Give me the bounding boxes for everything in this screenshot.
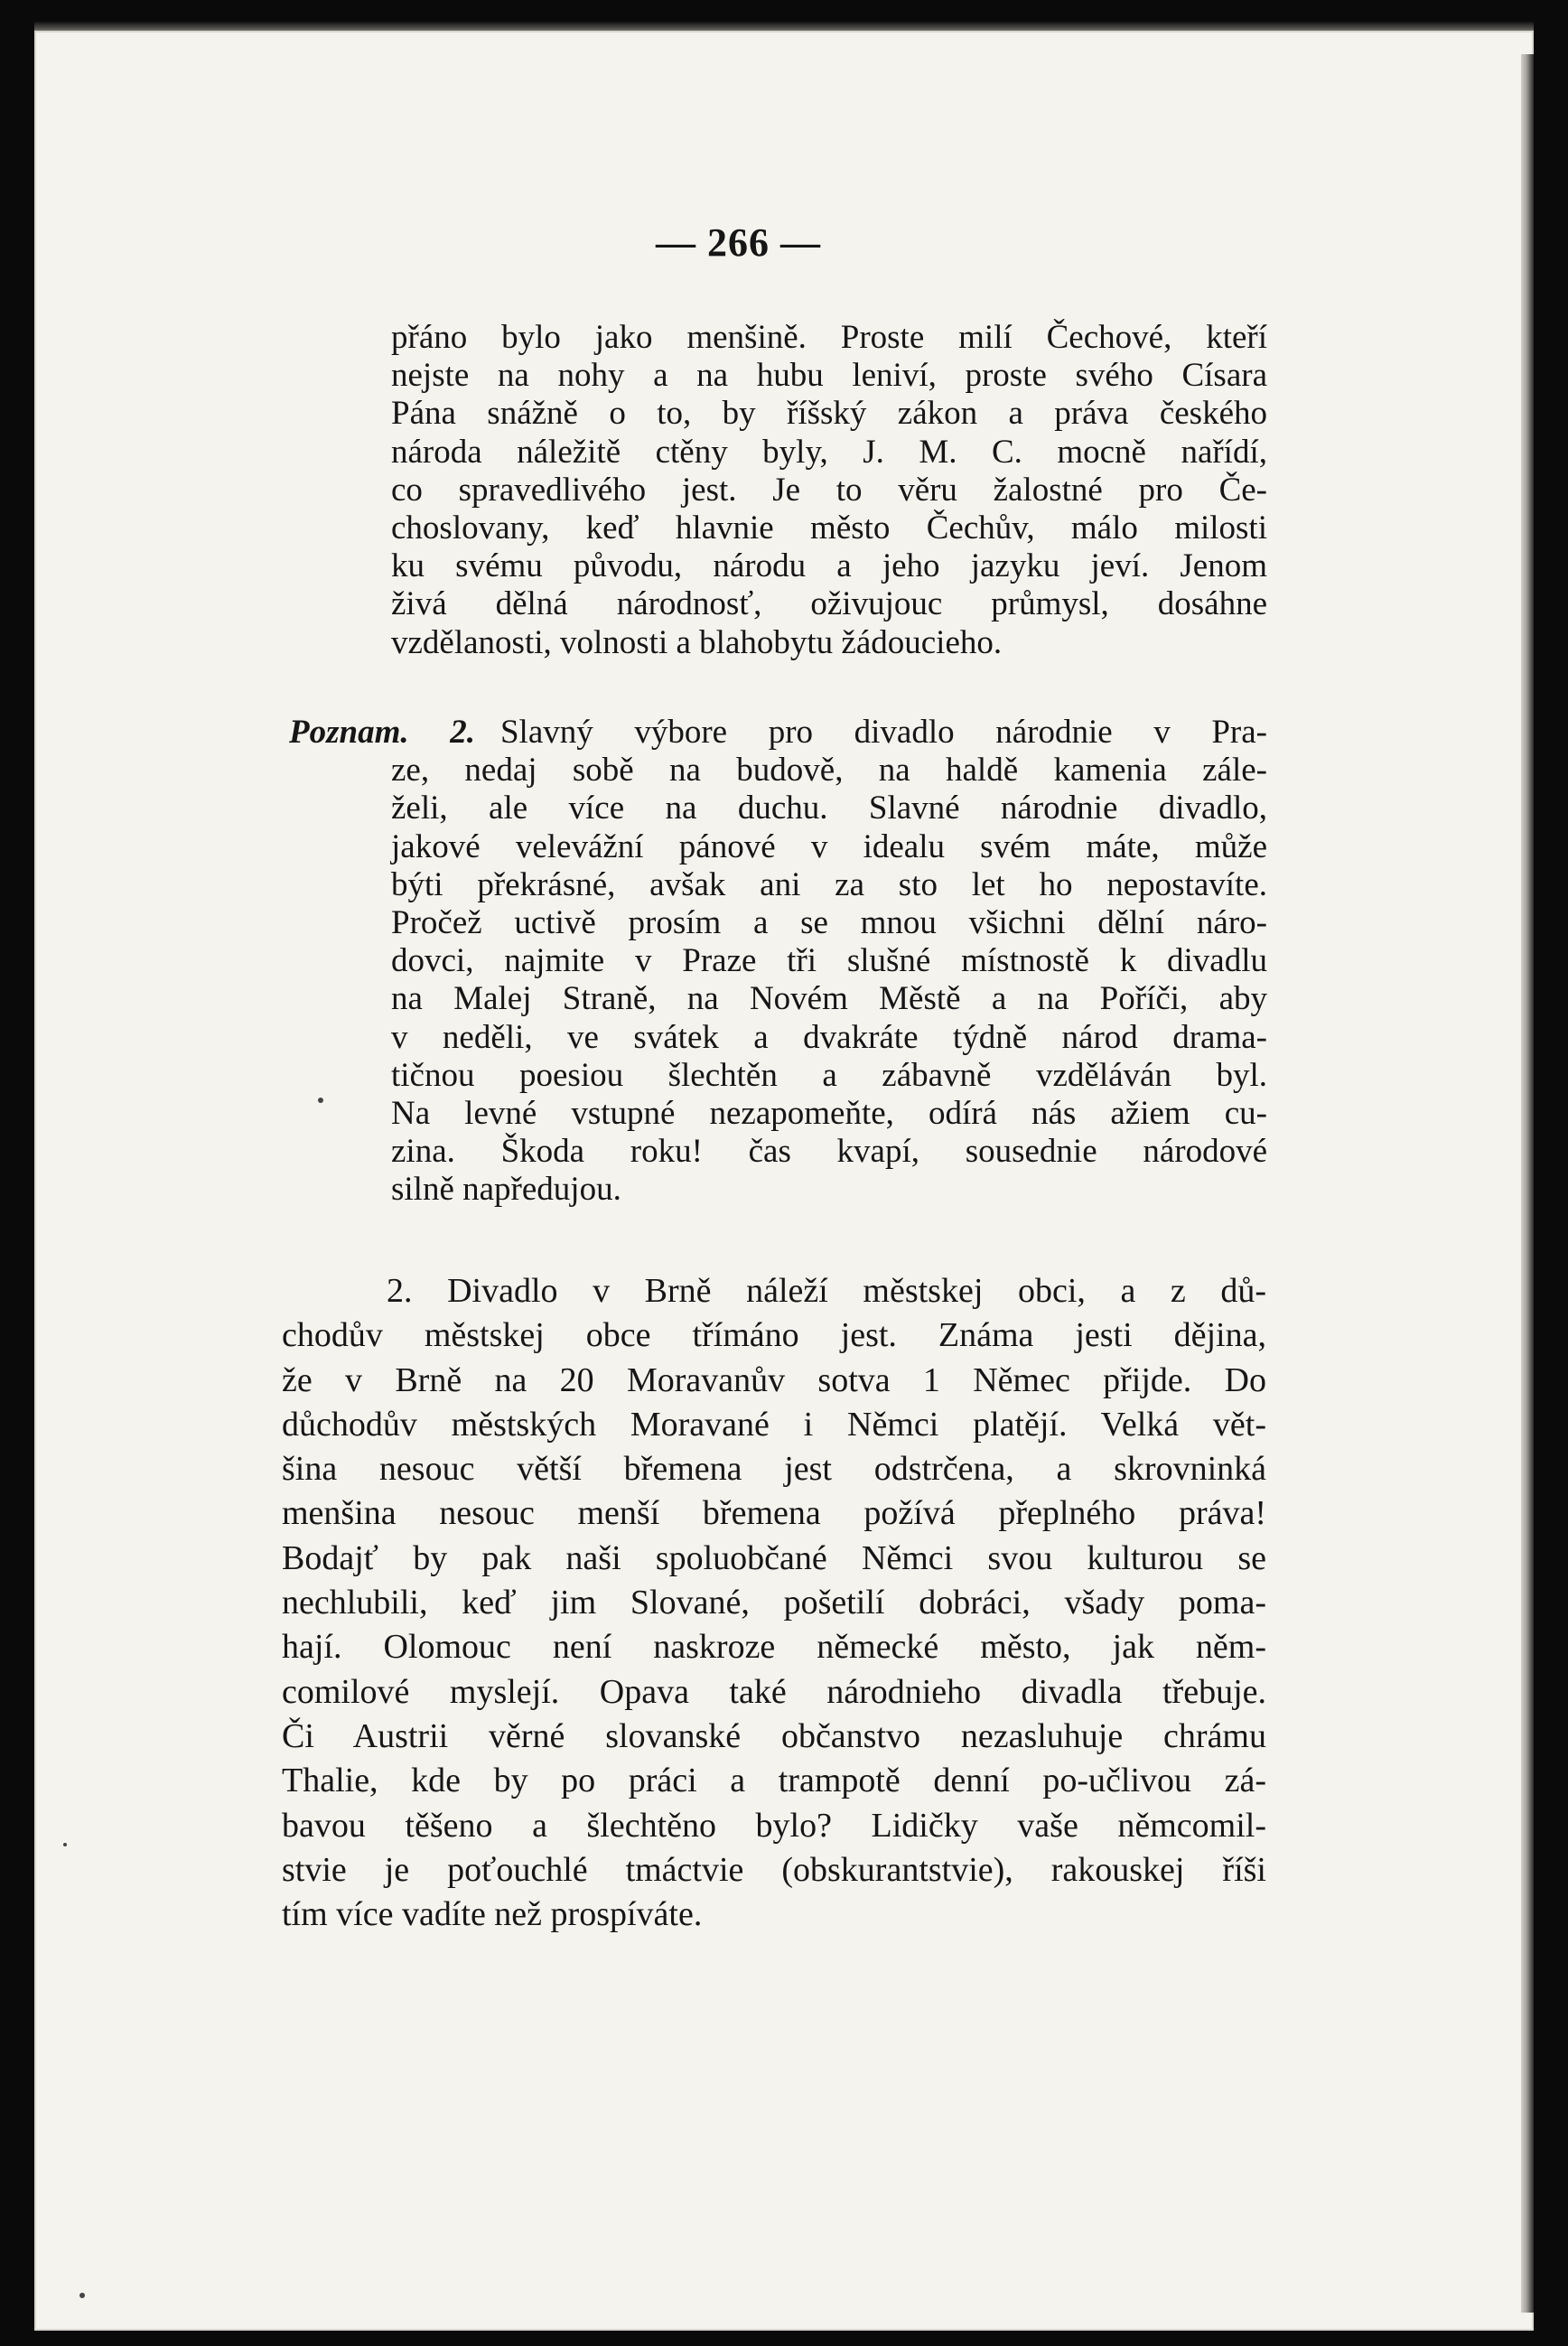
- text-line: že v Brně na 20 Moravanův sotva 1 Němec přijde. Do: [282, 1360, 1266, 1399]
- text-line: Thalie, kde by po práci a trampotě denní po-učlivou zá-: [282, 1762, 1266, 1800]
- text-line: dovci, najmite v Praze tři slušné místnostě k divadlu: [391, 942, 1267, 980]
- text-line: menšina nesouc menší břemena požívá přeplného práva!: [282, 1494, 1266, 1533]
- text-line: v neděli, ve svátek a dvakráte týdně národ drama-: [391, 1018, 1267, 1056]
- text-line: Pročež uctivě prosím a se mnou všichni dělní náro-: [391, 903, 1267, 941]
- text-line: nejste na nohy a na hubu leniví, proste svého Císara: [391, 357, 1267, 395]
- text-line: tičnou poesiou šlechtěn a zábavně vzděláván byl.: [391, 1056, 1267, 1094]
- text-line: Bodajť by pak naši spoluobčané Němci svou kulturou se: [282, 1538, 1266, 1577]
- text-line: silně napředujou.: [391, 1171, 621, 1209]
- text-line: želi, ale více na duchu. Slavné národnie divadlo,: [391, 790, 1267, 827]
- text-line: vzdělanosti, volnosti a blahobytu žádoucieho.: [391, 623, 1003, 661]
- text-line: jakové velevážní pánové v idealu svém máte, může: [391, 827, 1267, 865]
- text-line: Na levné vstupné nezapomeňte, odírá nás ažiem cu-: [391, 1094, 1267, 1132]
- text-line: 2. Divadlo v Brně náleží městskej obci, a z dů-: [387, 1272, 1266, 1310]
- paragraph-1: [391, 319, 1267, 662]
- scan-right-edge: [1521, 54, 1534, 2313]
- text-line: bavou těšeno a šlechtěno bylo? Lidičky vaše němcomil-: [282, 1806, 1266, 1845]
- text-line: co spravedlivého jest. Je to věru žalostné pro Če-: [391, 471, 1267, 509]
- note-label: Poznam. 2.: [289, 714, 475, 751]
- paragraph-3: [282, 1269, 1266, 1937]
- text-line: Pána snážně o to, by říšský zákon a práva českého: [391, 395, 1267, 433]
- text-line: zina. Škoda roku! čas kvapí, sousednie národové: [391, 1133, 1267, 1171]
- text-line: chodův městskej obce třímáno jest. Známa jesti dějina,: [282, 1316, 1266, 1355]
- text-line: Či Austrii věrné slovanské občanstvo nezasluhuje chrámu: [282, 1716, 1266, 1755]
- text-line: choslovany, keď hlavnie město Čechův, málo milosti: [391, 509, 1267, 547]
- text-line: tím více vadíte než prospíváte.: [282, 1895, 703, 1934]
- text-line: hají. Olomouc není naskroze německé město, jak něm-: [282, 1628, 1266, 1667]
- page-number: — 266 —: [656, 220, 821, 265]
- paragraph-2-note: [289, 714, 1267, 1209]
- ink-speck: [79, 2293, 85, 2298]
- text-line-content: Slavný výbore pro divadlo národnie v Pra-: [499, 714, 1267, 751]
- text-line: comilové myslejí. Opava také národnieho divadla třebuje.: [282, 1672, 1266, 1711]
- text-line: přáno bylo jako menšině. Proste milí Čechové, kteří: [391, 319, 1267, 356]
- text-line: nechlubili, keď jim Slované, pošetilí dobráci, všady poma-: [282, 1584, 1266, 1622]
- text-line: šina nesouc větší břemena jest odstrčena, a skrovninká: [282, 1450, 1266, 1489]
- text-line: národa náležitě ctěny byly, J. M. C. mocně nařídí,: [391, 433, 1267, 471]
- text-line: živá dělná národnosť, oživujouc průmysl, dosáhne: [391, 585, 1267, 623]
- text-line: ze, nedaj sobě na budově, na haldě kamenia zále-: [391, 752, 1267, 790]
- text-line: [289, 714, 1267, 752]
- ink-speck: [63, 1843, 67, 1846]
- text-line: na Malej Straně, na Novém Městě a na Poříči, aby: [391, 980, 1267, 1018]
- text-line: stvie je poťouchlé tmáctvie (obskurantstvie), rakouskej říši: [282, 1850, 1266, 1889]
- ink-speck: [318, 1098, 323, 1103]
- text-line: důchodův městských Moravané i Němci platějí. Velká vět-: [282, 1405, 1266, 1444]
- text-line: býti překrásné, avšak ani za sto let ho nepostavíte.: [391, 865, 1267, 903]
- text-line: ku svému původu, národu a jeho jazyku jeví. Jenom: [391, 547, 1267, 585]
